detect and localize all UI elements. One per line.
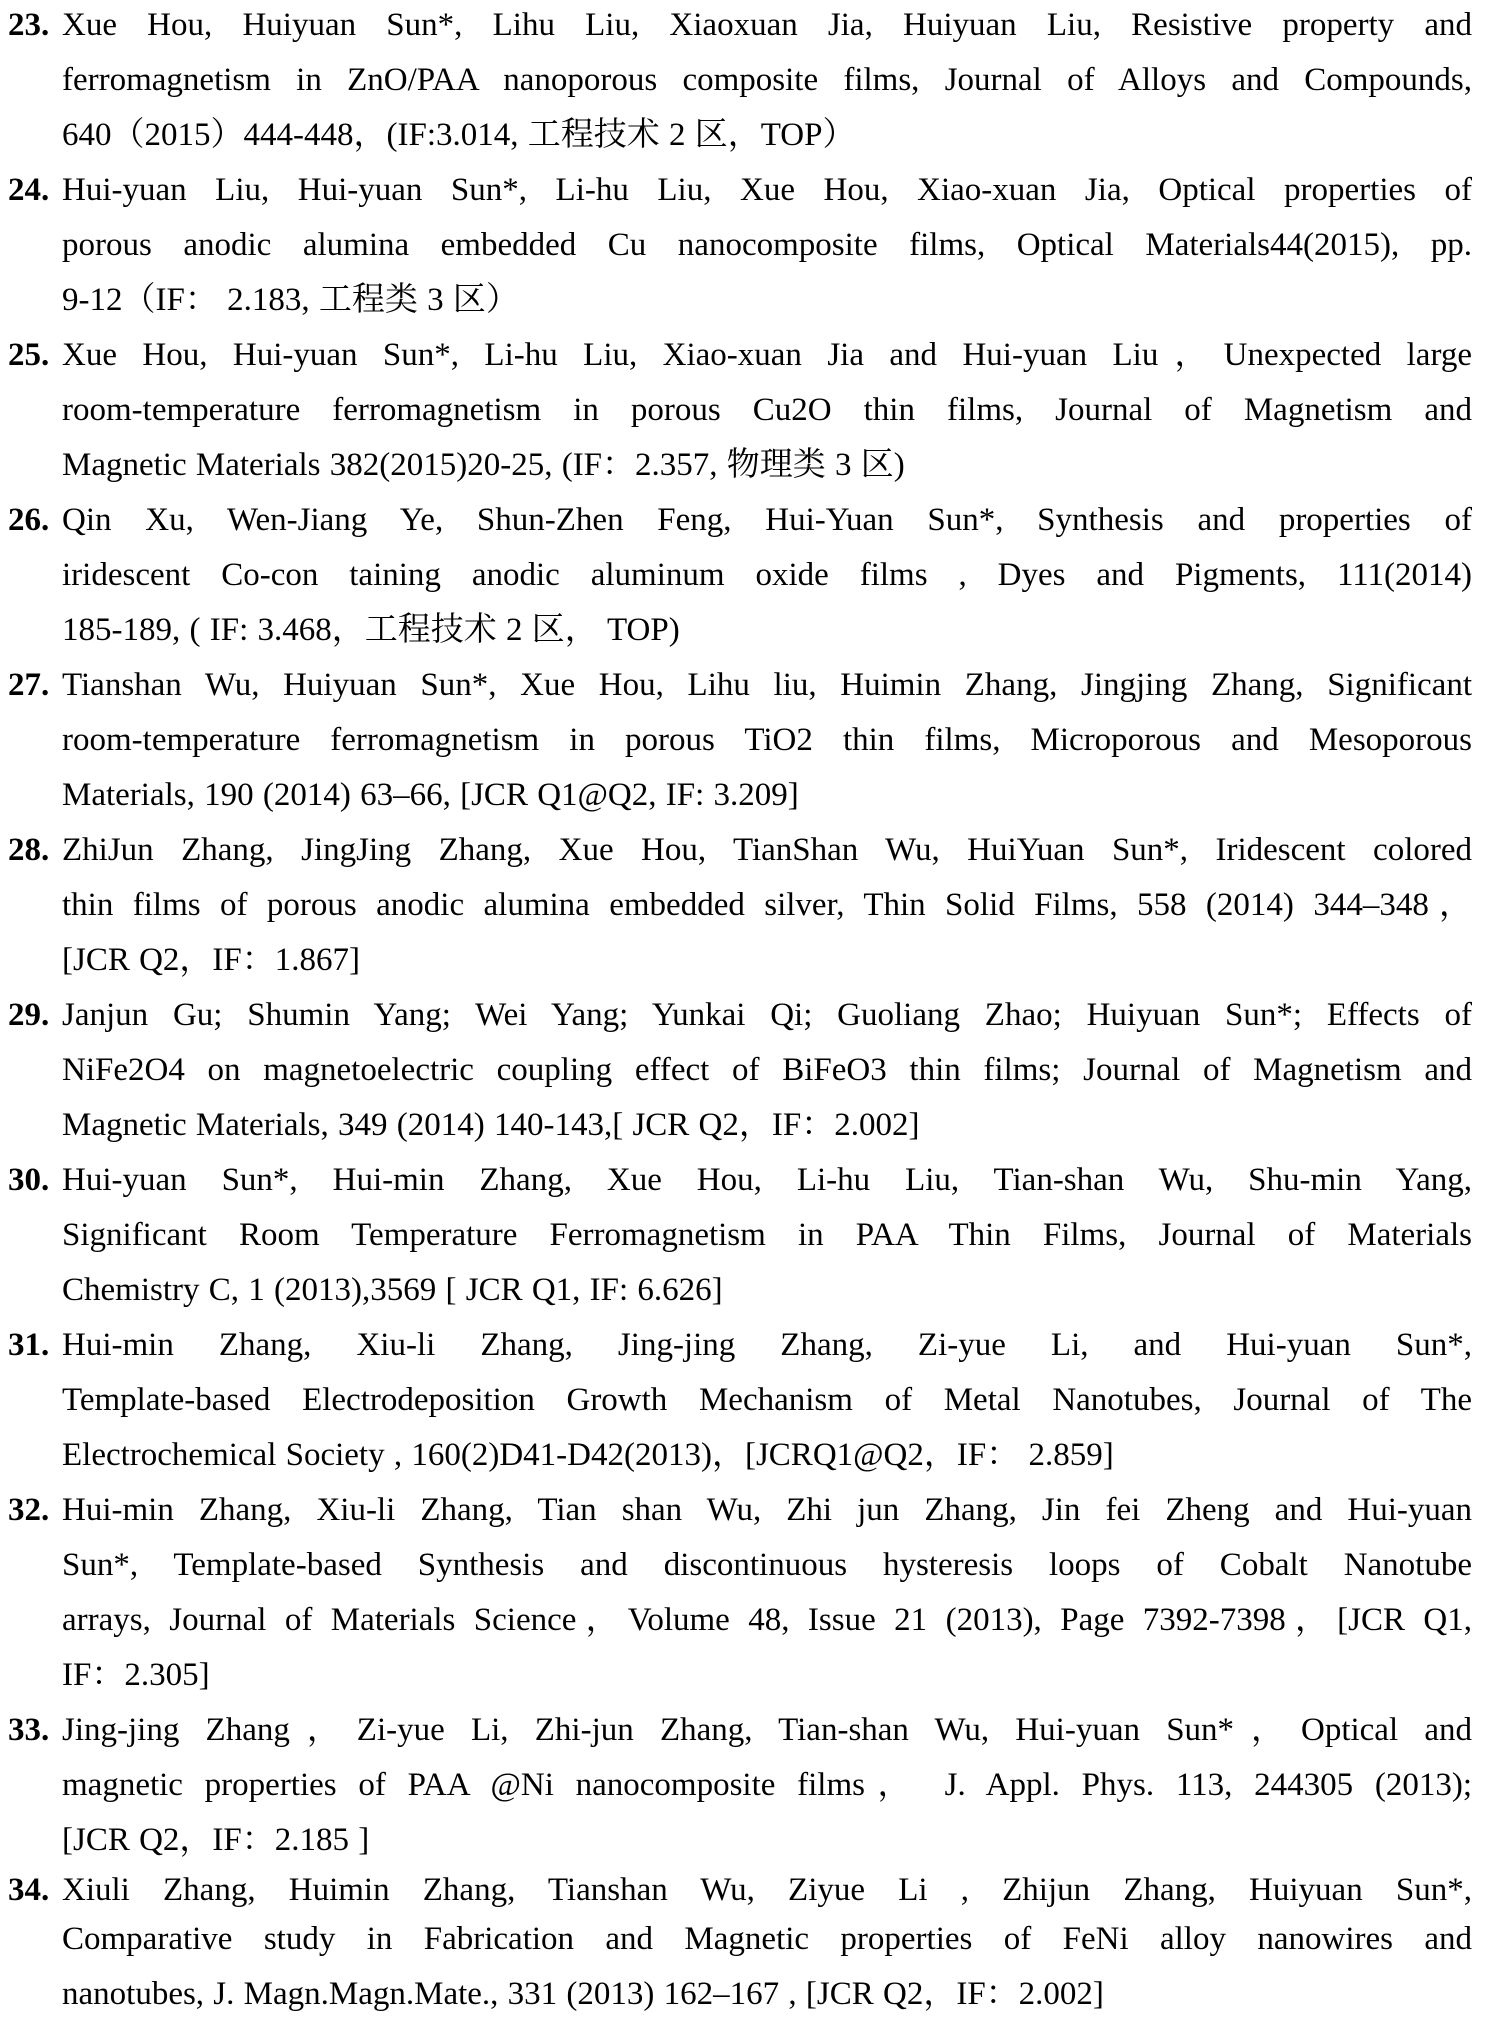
publication-line: porous anodic alumina embedded Cu nanocomposite films, Optical Materials44(2015), pp. [62,227,1472,263]
publication-line: ZhiJun Zhang, JingJing Zhang, Xue Hou, TianShan Wu, HuiYuan Sun*, Iridescent colored [62,832,1472,868]
publication-line: 640（2015）444-448，(IF:3.014, 工程技术 2 区，TOP） [62,117,856,153]
publication-line: Tianshan Wu, Huiyuan Sun*, Xue Hou, Lihu liu, Huimin Zhang, Jingjing Zhang, Significant [62,667,1472,703]
publication-text [62,163,1472,328]
publication-line: Electrochemical Society , 160(2)D41-D42(2013)，[JCRQ1@Q2，IF： 2.859] [62,1437,1114,1473]
publication-text [62,1318,1472,1483]
publication-line: thin films of porous anodic alumina embedded silver, Thin Solid Films, 558 (2014) 344–348， [62,887,1472,923]
publication-line: Chemistry C, 1 (2013),3569 [ JCR Q1, IF: 6.626] [62,1272,723,1308]
publication-item [8,0,1472,163]
publication-text [62,1483,1472,1703]
publication-line: ferromagnetism in ZnO/PAA nanoporous composite films, Journal of Alloys and Compounds, [62,62,1472,98]
publication-line: Janjun Gu; Shumin Yang; Wei Yang; Yunkai Qi; Guoliang Zhao; Huiyuan Sun*; Effects of [62,997,1472,1033]
publication-text [62,493,1472,658]
publication-line: 9-12（IF： 2.183, 工程类 3 区） [62,282,519,318]
publication-number: 32. [8,1492,50,1528]
publication-line: Hui-yuan Sun*, Hui-min Zhang, Xue Hou, Li-hu Liu, Tian-shan Wu, Shu-min Yang, [62,1162,1472,1198]
publication-number: 23. [8,7,50,43]
publication-line: Jing-jing Zhang，Zi-yue Li, Zhi-jun Zhang, Tian-shan Wu, Hui-yuan Sun*，Optical and [62,1712,1472,1748]
publication-line: iridescent Co-con taining anodic aluminum oxide films , Dyes and Pigments, 111(2014) [62,557,1472,593]
publication-line: NiFe2O4 on magnetoelectric coupling effect of BiFeO3 thin films; Journal of Magnetism and [62,1052,1472,1088]
publication-line: Comparative study in Fabrication and Magnetic properties of FeNi alloy nanowires and [62,1921,1472,1957]
publication-text [62,988,1472,1153]
publication-line: Xue Hou, Huiyuan Sun*, Lihu Liu, Xiaoxuan Jia, Huiyuan Liu, Resistive property and [62,7,1472,43]
publication-line: Hui-min Zhang, Xiu-li Zhang, Tian shan Wu, Zhi jun Zhang, Jin fei Zheng and Hui-yuan [62,1492,1472,1528]
publication-line: Sun*, Template-based Synthesis and discontinuous hysteresis loops of Cobalt Nanotube [62,1547,1472,1583]
publication-item [8,493,1472,658]
publication-line: Template-based Electrodeposition Growth Mechanism of Metal Nanotubes, Journal of The [62,1382,1472,1418]
publication-line: nanotubes, J. Magn.Magn.Mate., 331 (2013) 162–167 , [JCR Q2，IF：2.002] [62,1976,1104,2012]
publication-item [8,1703,1472,1868]
publication-number: 31. [8,1327,50,1363]
publication-line: [JCR Q2，IF：2.185 ] [62,1822,370,1858]
publication-line: magnetic properties of PAA @Ni nanocomposite films， J. Appl. Phys. 113, 244305 (2013); [62,1767,1472,1803]
publication-line: arrays, Journal of Materials Science，Volume 48, Issue 21 (2013), Page 7392-7398，[JCR Q1, [62,1602,1472,1638]
publication-line: IF：2.305] [62,1657,210,1693]
publication-text [62,823,1472,988]
publication-number: 28. [8,832,50,868]
publication-line: Materials, 190 (2014) 63–66, [JCR Q1@Q2, IF: 3.209] [62,777,799,813]
publication-text [62,1868,1472,2022]
publication-item [8,1153,1472,1318]
publication-line: room-temperature ferromagnetism in porous TiO2 thin films, Microporous and Mesoporous [62,722,1472,758]
publication-text [62,328,1472,493]
publication-line: Magnetic Materials, 349 (2014) 140-143,[ JCR Q2，IF：2.002] [62,1107,920,1143]
publication-item [8,1868,1472,2022]
publication-text [62,658,1472,823]
publication-number: 27. [8,667,50,703]
publication-number: 33. [8,1712,50,1748]
publication-text [62,1153,1472,1318]
publication-item [8,823,1472,988]
publication-line: 185-189, ( IF: 3.468，工程技术 2 区， TOP) [62,612,680,648]
publication-line: Magnetic Materials 382(2015)20-25, (IF：2.357, 物理类 3 区) [62,447,905,483]
publication-line: [JCR Q2，IF：1.867] [62,942,361,978]
publication-number: 26. [8,502,50,538]
publication-line: Xiuli Zhang, Huimin Zhang, Tianshan Wu, Ziyue Li , Zhijun Zhang, Huiyuan Sun*, [62,1872,1472,1908]
publication-item [8,163,1472,328]
publication-item [8,328,1472,493]
publication-line: Qin Xu, Wen-Jiang Ye, Shun-Zhen Feng, Hui-Yuan Sun*, Synthesis and properties of [62,502,1472,538]
publication-line: Significant Room Temperature Ferromagnetism in PAA Thin Films, Journal of Materials [62,1217,1472,1253]
publication-line: room-temperature ferromagnetism in porous Cu2O thin films, Journal of Magnetism and [62,392,1472,428]
publication-line: Hui-min Zhang, Xiu-li Zhang, Jing-jing Zhang, Zi-yue Li, and Hui-yuan Sun*, [62,1327,1472,1363]
publication-number: 25. [8,337,50,373]
publication-line: Xue Hou, Hui-yuan Sun*, Li-hu Liu, Xiao-xuan Jia and Hui-yuan Liu，Unexpected large [62,337,1472,373]
publication-item [8,658,1472,823]
publication-number: 34. [8,1872,50,1908]
publication-text [62,0,1472,163]
publication-item [8,988,1472,1153]
publication-item [8,1483,1472,1703]
publication-number: 24. [8,172,50,208]
publication-line: Hui-yuan Liu, Hui-yuan Sun*, Li-hu Liu, Xue Hou, Xiao-xuan Jia, Optical properties of [62,172,1472,208]
publication-text [62,1703,1472,1868]
publication-number: 29. [8,997,50,1033]
publication-item [8,1318,1472,1483]
publication-number: 30. [8,1162,50,1198]
